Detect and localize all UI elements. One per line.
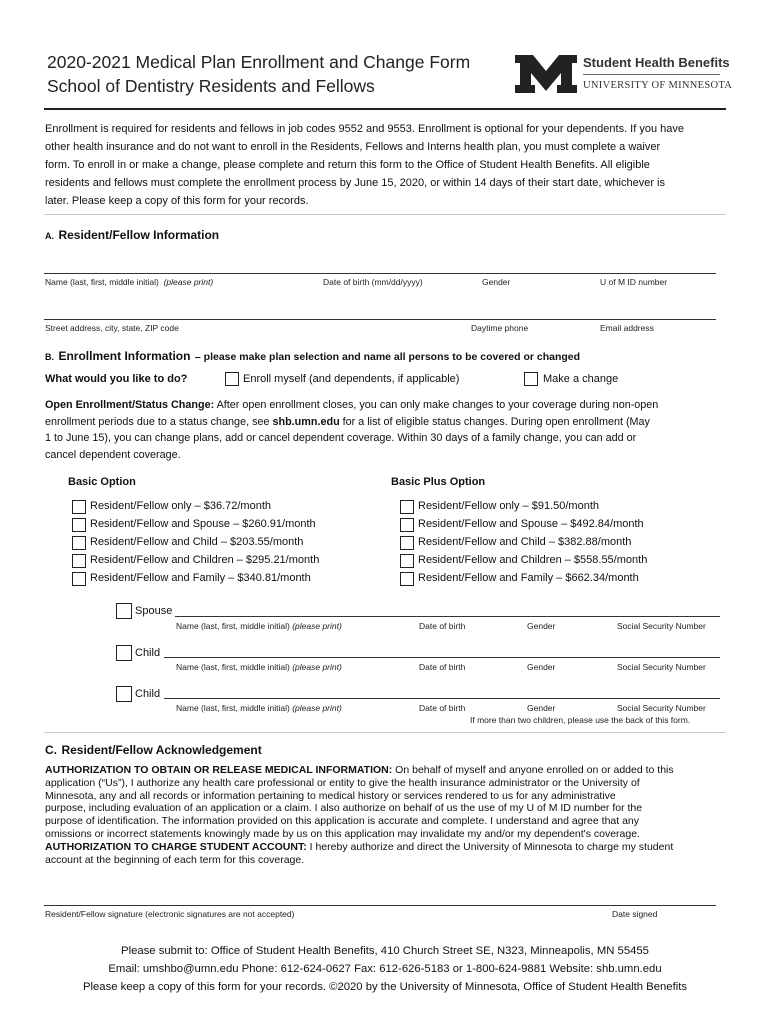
- basic-option-title: Basic Option: [68, 476, 136, 488]
- child2-label: Child: [135, 688, 161, 700]
- name-label: Name (last, first, middle initial) (please print): [45, 277, 214, 287]
- change-checkbox[interactable]: [524, 372, 538, 386]
- section-b-title: Enrollment Information: [58, 349, 191, 363]
- brand-name: Student Health Benefits: [583, 55, 730, 70]
- section-c-letter: C.: [45, 743, 57, 757]
- basic-option-checkbox[interactable]: [72, 572, 86, 586]
- footer-address: Please submit to: Office of Student Health Benefits, 410 Church Street SE, N323, Minneapolis, MN 55455: [121, 945, 649, 957]
- email-label: Email address: [600, 323, 654, 333]
- intro-line: residents and fellows must complete the enrollment process by June 15, 2020, or within 14 days of their start date, whichever is: [45, 177, 665, 189]
- signature-underline[interactable]: [44, 905, 716, 906]
- intro-line: other health insurance and do not want to enroll in the Residents, Fellows and Interns health plan, you must complete a waiver: [45, 141, 661, 153]
- basic-option-checkbox[interactable]: [72, 536, 86, 550]
- footer-contact: Email: umshbo@umn.edu Phone: 612-624-0627 Fax: 612-626-5183 or 1-800-624-9881 Website: shb.umn.edu: [108, 963, 662, 975]
- child1-underline[interactable]: [164, 657, 720, 658]
- dep-ssn-label: Social Security Number: [617, 703, 706, 713]
- dep-name-label: Name (last, first, middle initial) (please print): [176, 662, 342, 672]
- dep-dob-label: Date of birth: [419, 703, 466, 713]
- child1-label: Child: [135, 647, 161, 659]
- change-label: Make a change: [543, 373, 619, 385]
- row1-underline[interactable]: [44, 273, 716, 274]
- date-signed-label: Date signed: [612, 909, 658, 919]
- basic-plus-option-checkbox[interactable]: [400, 572, 414, 586]
- basic-plus-option-checkbox[interactable]: [400, 554, 414, 568]
- section-a-heading: [45, 226, 219, 244]
- question-label: What would you like to do?: [45, 373, 188, 385]
- spouse-label: Spouse: [135, 605, 173, 617]
- basic-option-label: Resident/Fellow and Child – $203.55/month: [90, 536, 304, 548]
- spouse-checkbox[interactable]: [116, 603, 132, 619]
- dep-dob-label: Date of birth: [419, 662, 466, 672]
- intro-line: later. Please keep a copy of this form for your records.: [45, 195, 309, 207]
- open-enrollment-text: Open Enrollment/Status Change: After open enrollment closes, you can only make changes to your coverage during non-open enrollment periods due to a status change, see shb.umn.edu for a list of eligible status changes. During open enrollment (May 1 to June 15), you can change plans, add or cancel dependent coverage. Within 30 days of a family change, you can add or cancel dependent coverage.: [45, 399, 659, 461]
- basic-plus-option-checkbox[interactable]: [400, 500, 414, 514]
- basic-plus-option-label: Resident/Fellow and Children – $558.55/month: [418, 554, 648, 566]
- enroll-checkbox[interactable]: [225, 372, 239, 386]
- phone-label: Daytime phone: [471, 323, 529, 333]
- dep-ssn-label: Social Security Number: [617, 662, 706, 672]
- section-b-divider: [44, 732, 726, 733]
- university-m-logo: [515, 55, 577, 93]
- dep-gender-label: Gender: [527, 703, 556, 713]
- basic-plus-option-checkbox[interactable]: [400, 536, 414, 550]
- enroll-label: Enroll myself (and dependents, if applicable): [243, 373, 460, 385]
- intro-line: Enrollment is required for residents and fellows in job codes 9552 and 9553. Enrollment is optional for your dependents. If you have: [45, 123, 684, 135]
- basic-plus-option-label: Resident/Fellow only – $91.50/month: [418, 500, 599, 512]
- row2-underline[interactable]: [44, 319, 716, 320]
- address-label: Street address, city, state, ZIP code: [45, 323, 179, 333]
- basic-option-checkbox[interactable]: [72, 518, 86, 532]
- dep-name-label: Name (last, first, middle initial) (please print): [176, 703, 342, 713]
- umid-label: U of M ID number: [600, 277, 668, 287]
- section-b-heading: [45, 347, 580, 365]
- dep-gender-label: Gender: [527, 621, 556, 631]
- basic-option-label: Resident/Fellow and Spouse – $260.91/month: [90, 518, 316, 530]
- child2-checkbox[interactable]: [116, 686, 132, 702]
- section-c-title: Resident/Fellow Acknowledgement: [61, 743, 262, 757]
- gender-label: Gender: [482, 277, 511, 287]
- form-subtitle: School of Dentistry Residents and Fellows: [47, 76, 375, 96]
- basic-option-label: Resident/Fellow only – $36.72/month: [90, 500, 271, 512]
- basic-option-label: Resident/Fellow and Family – $340.81/month: [90, 572, 311, 584]
- authorization-text: AUTHORIZATION TO OBTAIN OR RELEASE MEDICAL INFORMATION: On behalf of myself and anyone enrolled on or added to this application (“Us”), I authorize any health care professional or entity to give the health insurance administrator or the University of Minnesota, any and all records or information pertaining to medical history or services rendered to us for any administrative purpose, including evaluation of an application or a claim. I also authorize on behalf of us the use of my U of M ID number for the purpose of identification. The information provided on this application is accurate and complete. I understand and agree that any omissions or incorrect statements knowingly made by us on this application may invalidate my and/or my dependent's coverage. AUTHORIZATION TO CHARGE STUDENT ACCOUNT: I hereby authorize and direct the University of Minnesota to charge my student account at the beginning of each term for this coverage.: [45, 764, 674, 866]
- dep-ssn-label: Social Security Number: [617, 621, 706, 631]
- intro-text: [45, 120, 735, 210]
- header-rule: [44, 108, 726, 110]
- basic-option-checkbox[interactable]: [72, 500, 86, 514]
- spouse-underline[interactable]: [175, 616, 720, 617]
- form-title: 2020-2021 Medical Plan Enrollment and Change Form: [47, 52, 471, 72]
- basic-option-checkbox[interactable]: [72, 554, 86, 568]
- child2-underline[interactable]: [164, 698, 720, 699]
- signature-label: Resident/Fellow signature (electronic signatures are not accepted): [45, 909, 295, 919]
- basic-plus-option-label: Resident/Fellow and Family – $662.34/month: [418, 572, 639, 584]
- dep-name-label: Name (last, first, middle initial) (please print): [176, 621, 342, 631]
- more-children-note: If more than two children, please use the back of this form.: [470, 715, 691, 725]
- basic-option-label: Resident/Fellow and Children – $295.21/month: [90, 554, 320, 566]
- section-a-letter: A.: [45, 231, 54, 241]
- section-a-title: Resident/Fellow Information: [58, 228, 220, 242]
- dep-dob-label: Date of birth: [419, 621, 466, 631]
- section-c-heading: [45, 741, 262, 759]
- brand-university: UNIVERSITY OF MINNESOTA: [583, 80, 733, 91]
- brand-divider: [583, 74, 720, 75]
- section-b-letter: B.: [45, 352, 54, 362]
- intro-divider: [44, 214, 726, 215]
- basic-plus-option-checkbox[interactable]: [400, 518, 414, 532]
- section-b-suffix: – please make plan selection and name all persons to be covered or changed: [194, 351, 581, 363]
- intro-line: form. To enroll in or make a change, please complete and return this form to the Office of Student Health Benefits. All eligible: [45, 159, 650, 171]
- child1-checkbox[interactable]: [116, 645, 132, 661]
- footer-copyright: Please keep a copy of this form for your records. ©2020 by the University of Minnesota, Office of Student Health Benefits: [82, 981, 688, 993]
- basic-plus-option-title: Basic Plus Option: [391, 476, 486, 488]
- dob-label: Date of birth (mm/dd/yyyy): [323, 277, 423, 287]
- basic-plus-option-label: Resident/Fellow and Child – $382.88/month: [418, 536, 632, 548]
- basic-plus-option-label: Resident/Fellow and Spouse – $492.84/month: [418, 518, 644, 530]
- dep-gender-label: Gender: [527, 662, 556, 672]
